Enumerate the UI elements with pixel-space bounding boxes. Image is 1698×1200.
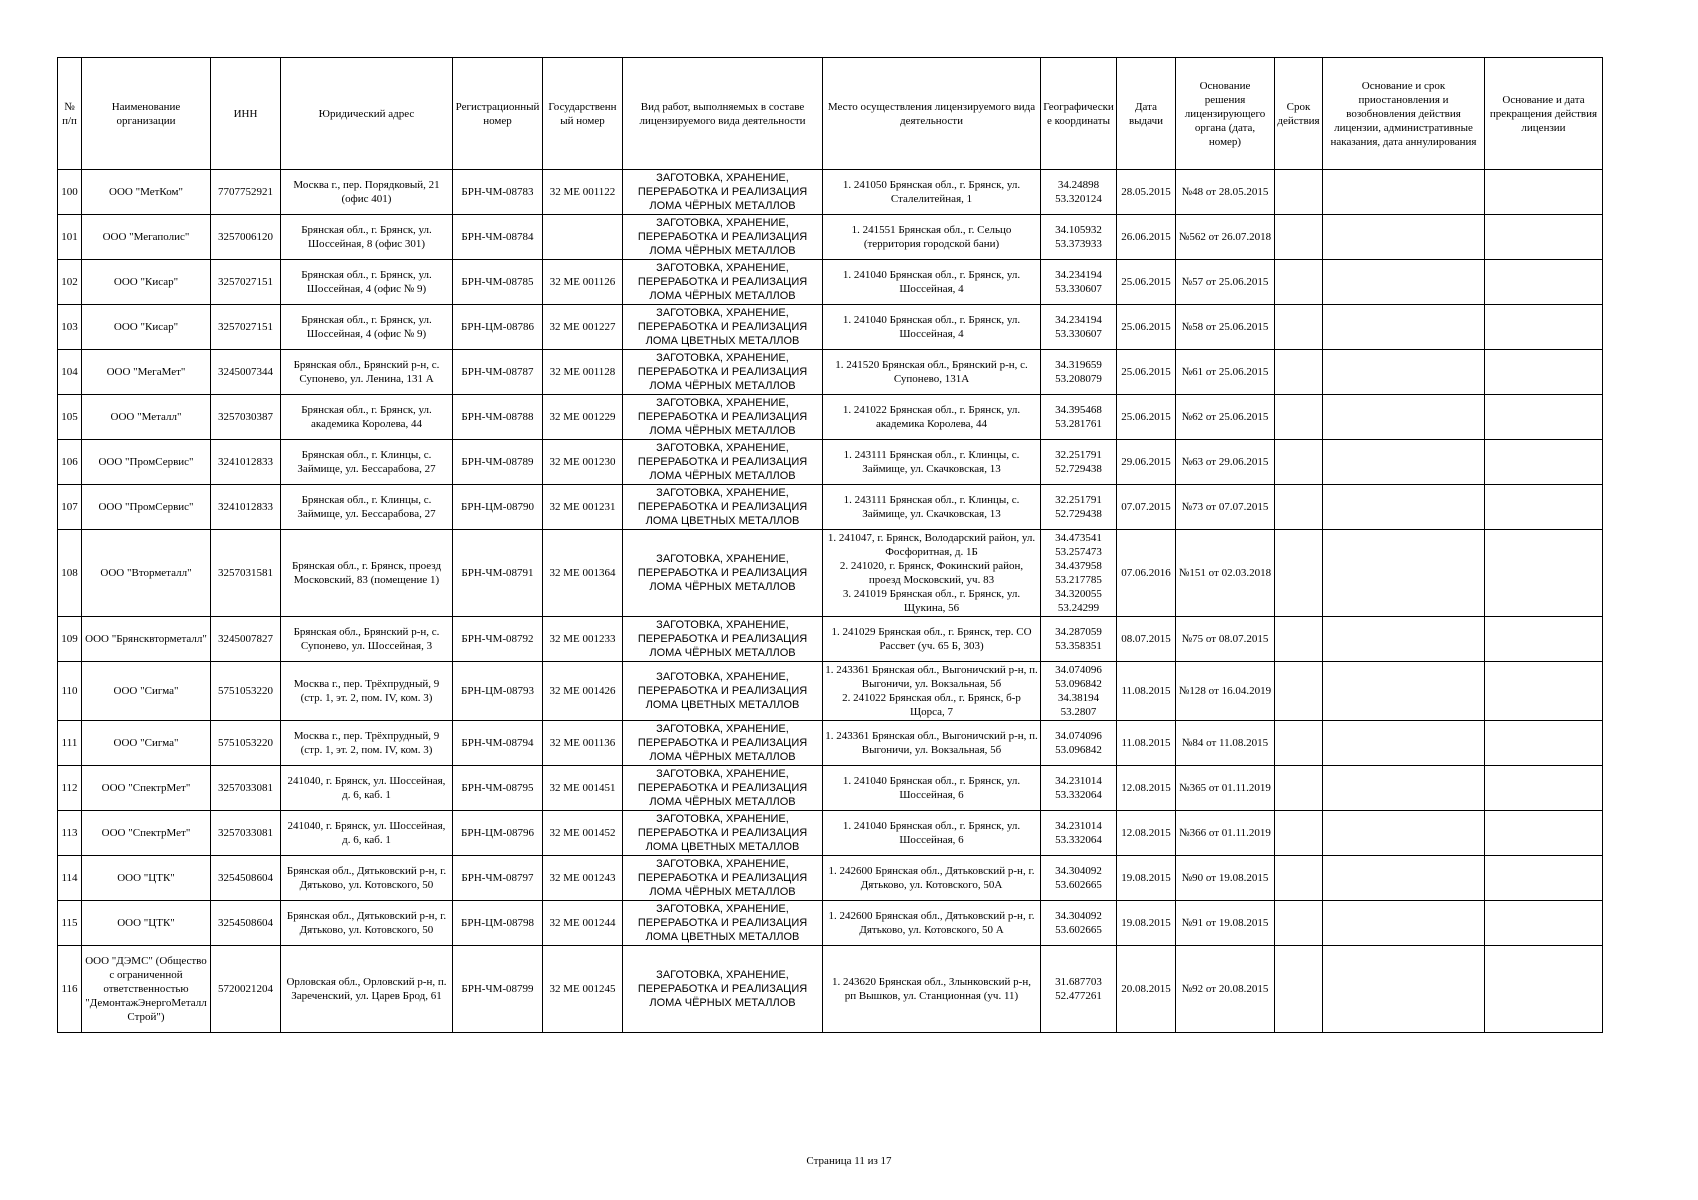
cell-coordinates: 34.319659 53.208079	[1041, 350, 1117, 395]
cell-coordinates: 34.074096 53.096842 34.38194 53.2807	[1041, 662, 1117, 721]
header-col-legal-address: Юридический адрес	[281, 58, 453, 170]
cell-place: 1. 241520 Брянская обл., Брянский р-н, с. Супонево, 131А	[823, 350, 1041, 395]
cell-work-type: ЗАГОТОВКА, ХРАНЕНИЕ, ПЕРЕРАБОТКА И РЕАЛИЗАЦИЯ ЛОМА ЧЁРНЫХ МЕТАЛЛОВ	[623, 530, 823, 617]
cell-state-number: 32 МЕ 001452	[543, 811, 623, 856]
cell-term	[1275, 395, 1323, 440]
cell-suspension	[1323, 440, 1485, 485]
cell-term	[1275, 856, 1323, 901]
cell-place: 1. 243361 Брянская обл., Выгоничский р-н, п. Выгоничи, ул. Вокзальная, 5б	[823, 721, 1041, 766]
cell-termination	[1485, 721, 1603, 766]
cell-work-type: ЗАГОТОВКА, ХРАНЕНИЕ, ПЕРЕРАБОТКА И РЕАЛИЗАЦИЯ ЛОМА ЧЁРНЫХ МЕТАЛЛОВ	[623, 350, 823, 395]
cell-organization: ООО "Металл"	[82, 395, 211, 440]
cell-organization: ООО "МетКом"	[82, 170, 211, 215]
table-row	[58, 901, 1603, 946]
cell-reg-number: БРН-ЧМ-08792	[453, 617, 543, 662]
cell-number: 116	[58, 946, 82, 1033]
cell-inn: 3245007827	[211, 617, 281, 662]
cell-coordinates: 34.234194 53.330607	[1041, 305, 1117, 350]
cell-termination	[1485, 440, 1603, 485]
cell-place: 1. 241040 Брянская обл., г. Брянск, ул. Шоссейная, 6	[823, 811, 1041, 856]
cell-state-number: 32 МЕ 001229	[543, 395, 623, 440]
cell-termination	[1485, 530, 1603, 617]
table-row	[58, 395, 1603, 440]
cell-legal-address: Москва г., пер. Трёхпрудный, 9 (стр. 1, эт. 2, пом. IV, ком. 3)	[281, 721, 453, 766]
cell-legal-address: Брянская обл., Дятьковский р-н, г. Дятьково, ул. Котовского, 50	[281, 901, 453, 946]
table-row	[58, 530, 1603, 617]
cell-state-number: 32 МЕ 001426	[543, 662, 623, 721]
cell-issue-date: 11.08.2015	[1117, 662, 1176, 721]
cell-reg-number: БРН-ЦМ-08786	[453, 305, 543, 350]
cell-term	[1275, 350, 1323, 395]
header-col-organization: Наименование организации	[82, 58, 211, 170]
cell-termination	[1485, 901, 1603, 946]
cell-number: 113	[58, 811, 82, 856]
cell-term	[1275, 766, 1323, 811]
cell-organization: ООО "Сигма"	[82, 662, 211, 721]
header-col-term: Срок действия	[1275, 58, 1323, 170]
cell-work-type: ЗАГОТОВКА, ХРАНЕНИЕ, ПЕРЕРАБОТКА И РЕАЛИЗАЦИЯ ЛОМА ЧЁРНЫХ МЕТАЛЛОВ	[623, 721, 823, 766]
cell-basis: №63 от 29.06.2015	[1176, 440, 1275, 485]
cell-number: 105	[58, 395, 82, 440]
cell-organization: ООО "МегаМет"	[82, 350, 211, 395]
table-header-row	[58, 58, 1603, 170]
cell-issue-date: 29.06.2015	[1117, 440, 1176, 485]
cell-coordinates: 34.231014 53.332064	[1041, 766, 1117, 811]
cell-inn: 5751053220	[211, 721, 281, 766]
cell-inn: 3257027151	[211, 260, 281, 305]
cell-state-number: 32 МЕ 001126	[543, 260, 623, 305]
cell-basis: №151 от 02.03.2018	[1176, 530, 1275, 617]
cell-state-number: 32 МЕ 001243	[543, 856, 623, 901]
cell-organization: ООО "ЦТК"	[82, 856, 211, 901]
table-row	[58, 811, 1603, 856]
cell-issue-date: 25.06.2015	[1117, 260, 1176, 305]
header-col-reg-number: Регистрационный номер	[453, 58, 543, 170]
cell-organization: ООО "Сигма"	[82, 721, 211, 766]
cell-place: 1. 243111 Брянская обл., г. Клинцы, с. Займище, ул. Скачковская, 13	[823, 440, 1041, 485]
header-col-number: № п/п	[58, 58, 82, 170]
cell-term	[1275, 440, 1323, 485]
cell-reg-number: БРН-ЦМ-08798	[453, 901, 543, 946]
cell-basis: №58 от 25.06.2015	[1176, 305, 1275, 350]
cell-number: 102	[58, 260, 82, 305]
cell-issue-date: 11.08.2015	[1117, 721, 1176, 766]
table-body	[58, 170, 1603, 1033]
cell-term	[1275, 811, 1323, 856]
table-row	[58, 170, 1603, 215]
cell-organization: ООО "СпектрМет"	[82, 811, 211, 856]
cell-reg-number: БРН-ЧМ-08783	[453, 170, 543, 215]
table-row	[58, 440, 1603, 485]
cell-suspension	[1323, 395, 1485, 440]
cell-suspension	[1323, 766, 1485, 811]
header-col-inn: ИНН	[211, 58, 281, 170]
table-row	[58, 617, 1603, 662]
cell-place: 1. 243361 Брянская обл., Выгоничский р-н, п. Выгоничи, ул. Вокзальная, 5б 2. 241022 Брянская обл., г. Брянск, б-р Щорса, 7	[823, 662, 1041, 721]
cell-state-number: 32 МЕ 001245	[543, 946, 623, 1033]
cell-number: 101	[58, 215, 82, 260]
table-row	[58, 766, 1603, 811]
table-row	[58, 260, 1603, 305]
cell-number: 115	[58, 901, 82, 946]
header-col-termination: Основание и дата прекращения действия лицензии	[1485, 58, 1603, 170]
table-row	[58, 215, 1603, 260]
cell-organization: ООО "ПромСервис"	[82, 485, 211, 530]
header-col-work-type: Вид работ, выполняемых в составе лицензируемого вида деятельности	[623, 58, 823, 170]
cell-basis: №75 от 08.07.2015	[1176, 617, 1275, 662]
table-row	[58, 350, 1603, 395]
cell-reg-number: БРН-ЧМ-08794	[453, 721, 543, 766]
cell-coordinates: 34.473541 53.257473 34.437958 53.217785 34.320055 53.24299	[1041, 530, 1117, 617]
cell-place: 1. 241029 Брянская обл., г. Брянск, тер. СО Рассвет (уч. 65 Б, 303)	[823, 617, 1041, 662]
cell-inn: 5720021204	[211, 946, 281, 1033]
cell-basis: №91 от 19.08.2015	[1176, 901, 1275, 946]
cell-work-type: ЗАГОТОВКА, ХРАНЕНИЕ, ПЕРЕРАБОТКА И РЕАЛИЗАЦИЯ ЛОМА ЧЁРНЫХ МЕТАЛЛОВ	[623, 215, 823, 260]
cell-inn: 3254508604	[211, 856, 281, 901]
cell-place: 1. 241040 Брянская обл., г. Брянск, ул. Шоссейная, 4	[823, 260, 1041, 305]
cell-inn: 3257027151	[211, 305, 281, 350]
cell-place: 1. 241022 Брянская обл., г. Брянск, ул. академика Королева, 44	[823, 395, 1041, 440]
cell-basis: №57 от 25.06.2015	[1176, 260, 1275, 305]
cell-place: 1. 242600 Брянская обл., Дятьковский р-н, г. Дятьково, ул. Котовского, 50А	[823, 856, 1041, 901]
cell-issue-date: 28.05.2015	[1117, 170, 1176, 215]
header-col-basis: Основание решения лицензирующего органа (дата, номер)	[1176, 58, 1275, 170]
table-row	[58, 721, 1603, 766]
cell-suspension	[1323, 946, 1485, 1033]
cell-state-number: 32 МЕ 001244	[543, 901, 623, 946]
cell-issue-date: 19.08.2015	[1117, 856, 1176, 901]
table-row	[58, 485, 1603, 530]
cell-coordinates: 34.304092 53.602665	[1041, 856, 1117, 901]
header-col-place: Место осуществления лицензируемого вида деятельности	[823, 58, 1041, 170]
cell-reg-number: БРН-ЧМ-08787	[453, 350, 543, 395]
cell-term	[1275, 215, 1323, 260]
cell-coordinates: 32.251791 52.729438	[1041, 485, 1117, 530]
cell-number: 112	[58, 766, 82, 811]
cell-term	[1275, 530, 1323, 617]
cell-termination	[1485, 350, 1603, 395]
cell-work-type: ЗАГОТОВКА, ХРАНЕНИЕ, ПЕРЕРАБОТКА И РЕАЛИЗАЦИЯ ЛОМА ЧЁРНЫХ МЕТАЛЛОВ	[623, 946, 823, 1033]
header-col-state-number: Государственный номер	[543, 58, 623, 170]
cell-issue-date: 12.08.2015	[1117, 811, 1176, 856]
cell-inn: 3245007344	[211, 350, 281, 395]
cell-suspension	[1323, 662, 1485, 721]
cell-work-type: ЗАГОТОВКА, ХРАНЕНИЕ, ПЕРЕРАБОТКА И РЕАЛИЗАЦИЯ ЛОМА ЧЁРНЫХ МЕТАЛЛОВ	[623, 395, 823, 440]
table-row	[58, 946, 1603, 1033]
cell-basis: №90 от 19.08.2015	[1176, 856, 1275, 901]
cell-suspension	[1323, 721, 1485, 766]
cell-reg-number: БРН-ЧМ-08784	[453, 215, 543, 260]
header-col-suspension: Основание и срок приостановления и возобновления действия лицензии, административные наказания, дата аннулирования	[1323, 58, 1485, 170]
cell-legal-address: Брянская обл., Дятьковский р-н, г. Дятьково, ул. Котовского, 50	[281, 856, 453, 901]
cell-basis: №92 от 20.08.2015	[1176, 946, 1275, 1033]
cell-legal-address: 241040, г. Брянск, ул. Шоссейная, д. 6, каб. 1	[281, 766, 453, 811]
cell-legal-address: Брянская обл., г. Брянск, ул. Шоссейная, 4 (офис № 9)	[281, 305, 453, 350]
cell-term	[1275, 721, 1323, 766]
cell-issue-date: 07.06.2016	[1117, 530, 1176, 617]
cell-coordinates: 32.251791 52.729438	[1041, 440, 1117, 485]
cell-work-type: ЗАГОТОВКА, ХРАНЕНИЕ, ПЕРЕРАБОТКА И РЕАЛИЗАЦИЯ ЛОМА ЧЁРНЫХ МЕТАЛЛОВ	[623, 617, 823, 662]
cell-state-number: 32 МЕ 001231	[543, 485, 623, 530]
table-row	[58, 662, 1603, 721]
cell-termination	[1485, 662, 1603, 721]
cell-basis: №73 от 07.07.2015	[1176, 485, 1275, 530]
cell-organization: ООО "Брянсквторметалл"	[82, 617, 211, 662]
cell-suspension	[1323, 485, 1485, 530]
cell-coordinates: 34.24898 53.320124	[1041, 170, 1117, 215]
cell-suspension	[1323, 856, 1485, 901]
cell-termination	[1485, 766, 1603, 811]
cell-termination	[1485, 946, 1603, 1033]
cell-suspension	[1323, 617, 1485, 662]
cell-organization: ООО "ПромСервис"	[82, 440, 211, 485]
cell-coordinates: 34.234194 53.330607	[1041, 260, 1117, 305]
cell-reg-number: БРН-ЧМ-08799	[453, 946, 543, 1033]
cell-suspension	[1323, 901, 1485, 946]
cell-organization: ООО "Кисар"	[82, 305, 211, 350]
cell-issue-date: 12.08.2015	[1117, 766, 1176, 811]
cell-termination	[1485, 305, 1603, 350]
cell-coordinates: 31.687703 52.477261	[1041, 946, 1117, 1033]
cell-number: 107	[58, 485, 82, 530]
cell-suspension	[1323, 305, 1485, 350]
cell-issue-date: 07.07.2015	[1117, 485, 1176, 530]
cell-basis: №128 от 16.04.2019	[1176, 662, 1275, 721]
cell-termination	[1485, 395, 1603, 440]
cell-reg-number: БРН-ЧМ-08788	[453, 395, 543, 440]
cell-termination	[1485, 260, 1603, 305]
cell-term	[1275, 901, 1323, 946]
cell-basis: №62 от 25.06.2015	[1176, 395, 1275, 440]
cell-termination	[1485, 215, 1603, 260]
cell-issue-date: 20.08.2015	[1117, 946, 1176, 1033]
cell-state-number	[543, 215, 623, 260]
cell-coordinates: 34.231014 53.332064	[1041, 811, 1117, 856]
cell-organization: ООО "ДЭМС" (Общество с ограниченной ответственностью "ДемонтажЭнергоМеталлСтрой")	[82, 946, 211, 1033]
cell-basis: №61 от 25.06.2015	[1176, 350, 1275, 395]
cell-work-type: ЗАГОТОВКА, ХРАНЕНИЕ, ПЕРЕРАБОТКА И РЕАЛИЗАЦИЯ ЛОМА ЧЁРНЫХ МЕТАЛЛОВ	[623, 170, 823, 215]
cell-number: 100	[58, 170, 82, 215]
cell-place: 1. 241050 Брянская обл., г. Брянск, ул. Сталелитейная, 1	[823, 170, 1041, 215]
cell-inn: 3257033081	[211, 766, 281, 811]
license-register-sheet	[57, 57, 1602, 1033]
header-col-coordinates: Географические координаты	[1041, 58, 1117, 170]
cell-reg-number: БРН-ЦМ-08793	[453, 662, 543, 721]
cell-coordinates: 34.395468 53.281761	[1041, 395, 1117, 440]
cell-inn: 7707752921	[211, 170, 281, 215]
cell-number: 111	[58, 721, 82, 766]
cell-work-type: ЗАГОТОВКА, ХРАНЕНИЕ, ПЕРЕРАБОТКА И РЕАЛИЗАЦИЯ ЛОМА ЧЁРНЫХ МЕТАЛЛОВ	[623, 440, 823, 485]
cell-reg-number: БРН-ЧМ-08789	[453, 440, 543, 485]
cell-place: 1. 243111 Брянская обл., г. Клинцы, с. Займище, ул. Скачковская, 13	[823, 485, 1041, 530]
cell-place: 1. 242600 Брянская обл., Дятьковский р-н, г. Дятьково, ул. Котовского, 50 А	[823, 901, 1041, 946]
cell-term	[1275, 170, 1323, 215]
cell-coordinates: 34.304092 53.602665	[1041, 901, 1117, 946]
cell-suspension	[1323, 530, 1485, 617]
cell-inn: 3257033081	[211, 811, 281, 856]
cell-issue-date: 25.06.2015	[1117, 350, 1176, 395]
cell-issue-date: 25.06.2015	[1117, 305, 1176, 350]
cell-inn: 3257031581	[211, 530, 281, 617]
cell-place: 1. 241551 Брянская обл., г. Сельцо (территория городской бани)	[823, 215, 1041, 260]
cell-basis: №365 от 01.11.2019	[1176, 766, 1275, 811]
cell-number: 106	[58, 440, 82, 485]
cell-number: 108	[58, 530, 82, 617]
cell-work-type: ЗАГОТОВКА, ХРАНЕНИЕ, ПЕРЕРАБОТКА И РЕАЛИЗАЦИЯ ЛОМА ЧЁРНЫХ МЕТАЛЛОВ	[623, 856, 823, 901]
cell-legal-address: Брянская обл., Брянский р-н, с. Супонево, ул. Ленина, 131 А	[281, 350, 453, 395]
cell-legal-address: Брянская обл., г. Брянск, ул. Шоссейная, 8 (офис 301)	[281, 215, 453, 260]
cell-basis: №562 от 26.07.2018	[1176, 215, 1275, 260]
cell-legal-address: Москва г., пер. Порядковый, 21 (офис 401)	[281, 170, 453, 215]
cell-state-number: 32 МЕ 001233	[543, 617, 623, 662]
cell-work-type: ЗАГОТОВКА, ХРАНЕНИЕ, ПЕРЕРАБОТКА И РЕАЛИЗАЦИЯ ЛОМА ЧЁРНЫХ МЕТАЛЛОВ	[623, 766, 823, 811]
cell-state-number: 32 МЕ 001364	[543, 530, 623, 617]
cell-reg-number: БРН-ЧМ-08791	[453, 530, 543, 617]
cell-place: 1. 241040 Брянская обл., г. Брянск, ул. Шоссейная, 4	[823, 305, 1041, 350]
cell-reg-number: БРН-ЦМ-08796	[453, 811, 543, 856]
cell-organization: ООО "Кисар"	[82, 260, 211, 305]
cell-reg-number: БРН-ЧМ-08797	[453, 856, 543, 901]
cell-legal-address: Орловская обл., Орловский р-н, п. Зареченский, ул. Царев Брод, 61	[281, 946, 453, 1033]
cell-suspension	[1323, 170, 1485, 215]
page-number: Страница 11 из 17	[806, 1155, 892, 1167]
cell-legal-address: Брянская обл., г. Клинцы, с. Займище, ул. Бессарабова, 27	[281, 485, 453, 530]
cell-place: 1. 243620 Брянская обл., Злынковский р-н, рп Вышков, ул. Станционная (уч. 11)	[823, 946, 1041, 1033]
cell-organization: ООО "Мегаполис"	[82, 215, 211, 260]
cell-reg-number: БРН-ЧМ-08785	[453, 260, 543, 305]
cell-term	[1275, 485, 1323, 530]
cell-term	[1275, 617, 1323, 662]
cell-legal-address: Брянская обл., г. Брянск, ул. Шоссейная, 4 (офис № 9)	[281, 260, 453, 305]
cell-coordinates: 34.074096 53.096842	[1041, 721, 1117, 766]
cell-suspension	[1323, 260, 1485, 305]
cell-issue-date: 26.06.2015	[1117, 215, 1176, 260]
cell-number: 114	[58, 856, 82, 901]
cell-number: 110	[58, 662, 82, 721]
cell-coordinates: 34.105932 53.373933	[1041, 215, 1117, 260]
table-row	[58, 856, 1603, 901]
cell-termination	[1485, 856, 1603, 901]
cell-issue-date: 19.08.2015	[1117, 901, 1176, 946]
cell-term	[1275, 662, 1323, 721]
cell-reg-number: БРН-ЧМ-08795	[453, 766, 543, 811]
cell-work-type: ЗАГОТОВКА, ХРАНЕНИЕ, ПЕРЕРАБОТКА И РЕАЛИЗАЦИЯ ЛОМА ЧЁРНЫХ МЕТАЛЛОВ	[623, 260, 823, 305]
cell-reg-number: БРН-ЦМ-08790	[453, 485, 543, 530]
cell-number: 104	[58, 350, 82, 395]
license-table	[57, 57, 1603, 1033]
cell-work-type: ЗАГОТОВКА, ХРАНЕНИЕ, ПЕРЕРАБОТКА И РЕАЛИЗАЦИЯ ЛОМА ЦВЕТНЫХ МЕТАЛЛОВ	[623, 485, 823, 530]
cell-organization: ООО "СпектрМет"	[82, 766, 211, 811]
cell-state-number: 32 МЕ 001122	[543, 170, 623, 215]
cell-place: 1. 241047, г. Брянск, Володарский район, ул. Фосфоритная, д. 1Б 2. 241020, г. Брянск, Фокинский район, проезд Московский, уч. 83 3. 241019 Брянская обл., г. Брянск, ул. Щукина, 56	[823, 530, 1041, 617]
cell-inn: 3241012833	[211, 485, 281, 530]
cell-suspension	[1323, 350, 1485, 395]
cell-state-number: 32 МЕ 001230	[543, 440, 623, 485]
cell-inn: 3257006120	[211, 215, 281, 260]
cell-work-type: ЗАГОТОВКА, ХРАНЕНИЕ, ПЕРЕРАБОТКА И РЕАЛИЗАЦИЯ ЛОМА ЦВЕТНЫХ МЕТАЛЛОВ	[623, 811, 823, 856]
cell-organization: ООО "Вторметалл"	[82, 530, 211, 617]
cell-inn: 5751053220	[211, 662, 281, 721]
cell-state-number: 32 МЕ 001136	[543, 721, 623, 766]
cell-termination	[1485, 485, 1603, 530]
cell-term	[1275, 305, 1323, 350]
cell-state-number: 32 МЕ 001227	[543, 305, 623, 350]
table-row	[58, 305, 1603, 350]
cell-term	[1275, 946, 1323, 1033]
cell-work-type: ЗАГОТОВКА, ХРАНЕНИЕ, ПЕРЕРАБОТКА И РЕАЛИЗАЦИЯ ЛОМА ЦВЕТНЫХ МЕТАЛЛОВ	[623, 662, 823, 721]
cell-number: 109	[58, 617, 82, 662]
cell-issue-date: 08.07.2015	[1117, 617, 1176, 662]
cell-state-number: 32 МЕ 001451	[543, 766, 623, 811]
cell-work-type: ЗАГОТОВКА, ХРАНЕНИЕ, ПЕРЕРАБОТКА И РЕАЛИЗАЦИЯ ЛОМА ЦВЕТНЫХ МЕТАЛЛОВ	[623, 305, 823, 350]
cell-coordinates: 34.287059 53.358351	[1041, 617, 1117, 662]
cell-termination	[1485, 617, 1603, 662]
cell-issue-date: 25.06.2015	[1117, 395, 1176, 440]
cell-suspension	[1323, 811, 1485, 856]
cell-work-type: ЗАГОТОВКА, ХРАНЕНИЕ, ПЕРЕРАБОТКА И РЕАЛИЗАЦИЯ ЛОМА ЦВЕТНЫХ МЕТАЛЛОВ	[623, 901, 823, 946]
cell-basis: №84 от 11.08.2015	[1176, 721, 1275, 766]
cell-legal-address: 241040, г. Брянск, ул. Шоссейная, д. 6, каб. 1	[281, 811, 453, 856]
cell-legal-address: Брянская обл., г. Брянск, ул. академика Королева, 44	[281, 395, 453, 440]
cell-basis: №366 от 01.11.2019	[1176, 811, 1275, 856]
header-col-issue-date: Дата выдачи	[1117, 58, 1176, 170]
cell-inn: 3241012833	[211, 440, 281, 485]
cell-inn: 3254508604	[211, 901, 281, 946]
cell-state-number: 32 МЕ 001128	[543, 350, 623, 395]
cell-suspension	[1323, 215, 1485, 260]
cell-termination	[1485, 811, 1603, 856]
cell-termination	[1485, 170, 1603, 215]
cell-place: 1. 241040 Брянская обл., г. Брянск, ул. Шоссейная, 6	[823, 766, 1041, 811]
cell-legal-address: Брянская обл., Брянский р-н, с. Супонево, ул. Шоссейная, 3	[281, 617, 453, 662]
cell-term	[1275, 260, 1323, 305]
cell-legal-address: Москва г., пер. Трёхпрудный, 9 (стр. 1, эт. 2, пом. IV, ком. 3)	[281, 662, 453, 721]
cell-legal-address: Брянская обл., г. Клинцы, с. Займище, ул. Бессарабова, 27	[281, 440, 453, 485]
cell-number: 103	[58, 305, 82, 350]
cell-basis: №48 от 28.05.2015	[1176, 170, 1275, 215]
cell-organization: ООО "ЦТК"	[82, 901, 211, 946]
cell-inn: 3257030387	[211, 395, 281, 440]
cell-legal-address: Брянская обл., г. Брянск, проезд Московский, 83 (помещение 1)	[281, 530, 453, 617]
